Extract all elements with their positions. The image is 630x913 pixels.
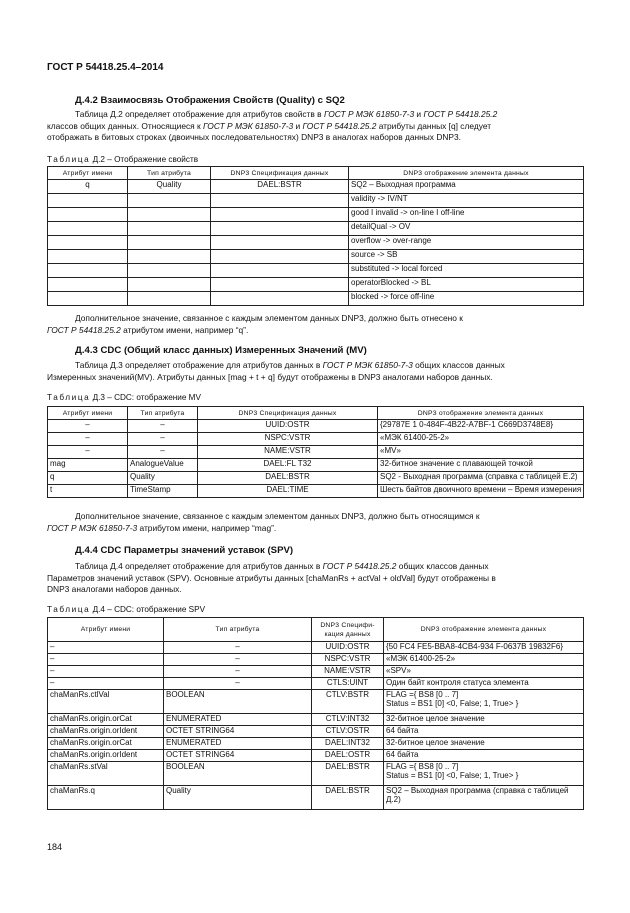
table-cell <box>48 194 128 208</box>
table-cell: NAME:VSTR <box>198 446 378 459</box>
column-header: Тип атрибута <box>128 167 211 180</box>
table-cell: DAEL:BSTR <box>198 472 378 485</box>
table-cell: t <box>48 485 128 498</box>
column-header: Тип атрибута <box>164 618 312 642</box>
table-cell <box>48 236 128 250</box>
table-cell <box>128 292 211 306</box>
table-cell: chaManRs.q <box>48 786 164 810</box>
table-cell: SQ2 - Выходная программа (справка с таблицей Е.2) <box>378 472 584 485</box>
table-cell: SQ2 – Выходная программа (справка с таблицей Д.2) <box>384 786 584 810</box>
table-d3 <box>47 406 584 498</box>
table-cell: CTLV:INT32 <box>312 714 384 726</box>
section-d42-intro: Таблица Д.2 определяет отображение для атрибутов свойств в ГОСТ Р МЭК 61850-7-3 и ГОСТ Р 54418.25.2 классов общих данных. Относящиеся к ГОСТ Р МЭК 61850-7-3 и ГОСТ Р 54418.25.2 атрибуты данных [q] следует отображать в битовых строках (двоичных последовательностях) DNP3 в аналогах наборов данных DNP3. <box>47 109 498 143</box>
column-header: DNP3 Спецификация данных <box>211 167 349 180</box>
table-row <box>48 264 584 278</box>
table-cell: chaManRs.origin.orIdent <box>48 726 164 738</box>
table-cell: OCTET STRING64 <box>164 726 312 738</box>
table-row <box>48 726 584 738</box>
section-d43-note: Дополнительное значение, связанное с каждым элементом данных DNP3, должно быть относящимся к ГОСТ Р МЭК 61850-7-3 атрибутом имени, например “mag”. <box>47 511 480 533</box>
table-cell: chaManRs.origin.orCat <box>48 738 164 750</box>
table-row <box>48 642 584 654</box>
column-header: Тип атрибута <box>128 407 198 420</box>
table-cell: UUID:OSTR <box>198 420 378 433</box>
table-row <box>48 222 584 236</box>
table-row <box>48 194 584 208</box>
table-row <box>48 714 584 726</box>
section-d42-note: Дополнительное значение, связанное с каждым элементом данных DNP3, должно быть отнесено к ГОСТ Р 54418.25.2 атрибутом имени, например “q”. <box>47 313 463 335</box>
table-cell <box>211 194 349 208</box>
table-row <box>48 208 584 222</box>
table-row <box>48 278 584 292</box>
table-cell <box>48 208 128 222</box>
table-cell: UUID:OSTR <box>312 642 384 654</box>
table-cell: substituted -> local forced <box>349 264 584 278</box>
table-row <box>48 654 584 666</box>
table-cell: overflow -> over-range <box>349 236 584 250</box>
table-cell <box>211 222 349 236</box>
section-d43-intro: Таблица Д.3 определяет отображение для атрибутов данных в ГОСТ Р МЭК 61850-7-3 общих классов данных Измеренных значений(MV). Атрибуты данных [mag + t + q] будут отображены в DNP3 аналогами наборов данных. <box>47 360 505 382</box>
table-cell: validity -> IV/NT <box>349 194 584 208</box>
table-cell: – <box>48 666 164 678</box>
column-header: DNP3 отображение элемента данных <box>378 407 584 420</box>
table-cell <box>128 250 211 264</box>
table-cell <box>128 278 211 292</box>
table-cell: NSPC:VSTR <box>312 654 384 666</box>
table-cell: DAEL:INT32 <box>312 738 384 750</box>
table-cell: NAME:VSTR <box>312 666 384 678</box>
table-cell: {29787E 1 0-484F-4B22-A7BF-1 C669D3748E8} <box>378 420 584 433</box>
table-d4-caption: Таблица Д.4 – CDC: отображение SPV <box>47 605 206 614</box>
table-cell <box>128 236 211 250</box>
table-cell: – <box>48 420 128 433</box>
table-cell: – <box>48 678 164 690</box>
table-cell <box>48 222 128 236</box>
table-d2-caption: Таблица Д.2 – Отображение свойств <box>47 155 199 164</box>
table-row <box>48 236 584 250</box>
table-cell: chaManRs.origin.orCat <box>48 714 164 726</box>
table-cell <box>128 208 211 222</box>
table-cell: – <box>164 642 312 654</box>
table-cell: {50 FC4 FE5-BBA8-4CB4-934 F-0637B 19832F6} <box>384 642 584 654</box>
table-cell: – <box>48 433 128 446</box>
table-cell: DAEL:TIME <box>198 485 378 498</box>
table-cell: – <box>48 654 164 666</box>
section-heading-d42: Д.4.2 Взаимосвязь Отображения Свойств (Quality) с SQ2 <box>75 95 345 106</box>
table-row <box>48 690 584 714</box>
table-cell: SQ2 – Выходная программа <box>349 180 584 194</box>
column-header: DNP3 отображение элемента данных <box>384 618 584 642</box>
table-cell: operatorBlocked -> BL <box>349 278 584 292</box>
table-cell: CTLS:UINT <box>312 678 384 690</box>
table-cell: chaManRs.ctlVal <box>48 690 164 714</box>
table-cell <box>48 264 128 278</box>
table-cell: 32-битное целое значение <box>384 714 584 726</box>
table-cell: chaManRs.origin.orIdent <box>48 750 164 762</box>
table-cell: – <box>164 666 312 678</box>
table-cell: 64 байта <box>384 726 584 738</box>
table-cell: BOOLEAN <box>164 762 312 786</box>
table-row <box>48 485 584 498</box>
table-cell <box>128 194 211 208</box>
table-cell: Quality <box>128 180 211 194</box>
table-cell: CTLV:OSTR <box>312 726 384 738</box>
table-cell: DAEL:BSTR <box>312 786 384 810</box>
table-cell <box>128 222 211 236</box>
section-d44-intro: Таблица Д.4 определяет отображение для атрибутов данных в ГОСТ Р 54418.25.2 общих классов данных Параметров значений уставок (SPV). Основные атрибуты данных [chaManRs + actVal + oldVal] будут отображены в DNP3 аналогами наборов данных. <box>47 561 496 595</box>
column-header: Атрибут имени <box>48 618 164 642</box>
table-cell: AnalogueValue <box>128 459 198 472</box>
table-cell: «МЭК 61400-25-2» <box>378 433 584 446</box>
table-cell: q <box>48 180 128 194</box>
table-cell: chaManRs.stVal <box>48 762 164 786</box>
table-cell <box>211 264 349 278</box>
table-cell: – <box>128 446 198 459</box>
table-cell: – <box>128 420 198 433</box>
table-cell <box>48 250 128 264</box>
table-cell: blocked -> force off-line <box>349 292 584 306</box>
table-cell: – <box>164 678 312 690</box>
table-cell: ENUMERATED <box>164 714 312 726</box>
table-row <box>48 459 584 472</box>
table-cell: ENUMERATED <box>164 738 312 750</box>
table-row <box>48 762 584 786</box>
table-cell <box>211 208 349 222</box>
table-cell <box>211 250 349 264</box>
section-heading-d43: Д.4.3 CDC (Общий класс данных) Измеренных Значений (MV) <box>75 345 367 356</box>
table-row <box>48 433 584 446</box>
table-cell: – <box>48 446 128 459</box>
table-cell: CTLV:BSTR <box>312 690 384 714</box>
table-row <box>48 292 584 306</box>
table-cell: «МЭК 61400-25-2» <box>384 654 584 666</box>
table-cell <box>211 278 349 292</box>
section-heading-d44: Д.4.4 CDC Параметры значений уставок (SPV) <box>75 545 294 556</box>
table-row <box>48 250 584 264</box>
column-header: DNP3 Спецификация данных <box>198 407 378 420</box>
table-cell: – <box>128 433 198 446</box>
page-number: 184 <box>47 842 63 852</box>
table-cell <box>48 278 128 292</box>
table-cell: DAEL:FL T32 <box>198 459 378 472</box>
column-header: DNP3 Специфи-кация данных <box>312 618 384 642</box>
table-row <box>48 446 584 459</box>
table-row <box>48 738 584 750</box>
table-row <box>48 472 584 485</box>
table-cell <box>211 236 349 250</box>
table-cell: FLAG ={ BS8 [0 .. 7] Status = BS1 [0] <0, False; 1, True> } <box>384 762 584 786</box>
table-row <box>48 750 584 762</box>
table-cell: Один байт контроля статуса элемента <box>384 678 584 690</box>
table-row <box>48 666 584 678</box>
document-header: ГОСТ Р 54418.25.4–2014 <box>47 62 164 73</box>
table-cell: 64 байта <box>384 750 584 762</box>
table-cell: Quality <box>128 472 198 485</box>
table-cell: detailQual -> OV <box>349 222 584 236</box>
table-d4 <box>47 617 584 810</box>
table-cell: DAEL:BSTR <box>312 762 384 786</box>
column-header: DNP3 отображение элемента данных <box>349 167 584 180</box>
table-cell: q <box>48 472 128 485</box>
table-d2 <box>47 166 584 306</box>
table-row <box>48 420 584 433</box>
table-cell: source -> SB <box>349 250 584 264</box>
table-cell: NSPC:VSTR <box>198 433 378 446</box>
table-cell <box>211 292 349 306</box>
table-row <box>48 678 584 690</box>
table-cell <box>48 292 128 306</box>
table-cell: – <box>164 654 312 666</box>
column-header: Атрибут имени <box>48 167 128 180</box>
table-cell: «SPV» <box>384 666 584 678</box>
table-row <box>48 786 584 810</box>
table-cell: mag <box>48 459 128 472</box>
table-cell <box>128 264 211 278</box>
table-d3-caption: Таблица Д.3 – CDC: отображение MV <box>47 393 201 402</box>
table-cell: TimeStamp <box>128 485 198 498</box>
column-header: Атрибут имени <box>48 407 128 420</box>
table-cell: 32-битное значение с плавающей точкой <box>378 459 584 472</box>
table-cell: BOOLEAN <box>164 690 312 714</box>
table-cell: – <box>48 642 164 654</box>
table-cell: DAEL:OSTR <box>312 750 384 762</box>
table-cell: 32-битное целое значение <box>384 738 584 750</box>
table-cell: FLAG ={ BS8 [0 .. 7] Status = BS1 [0] <0, False; 1, True> } <box>384 690 584 714</box>
table-cell: «MV» <box>378 446 584 459</box>
table-cell: DAEL:BSTR <box>211 180 349 194</box>
table-cell: good I invalid -> on-line I off-line <box>349 208 584 222</box>
table-cell: Шесть байтов двоичного времени – Время измерения <box>378 485 584 498</box>
table-cell: OCTET STRING64 <box>164 750 312 762</box>
table-cell: Quality <box>164 786 312 810</box>
table-row <box>48 180 584 194</box>
